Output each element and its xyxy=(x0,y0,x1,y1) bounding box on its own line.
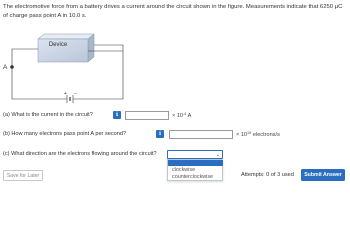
wire-right-link xyxy=(94,45,123,51)
option-counterclockwise[interactable]: counterclockwise xyxy=(172,174,214,180)
option-clockwise[interactable]: clockwise xyxy=(172,167,196,173)
electrons-unit-tail: electrons/s xyxy=(251,132,280,138)
electrons-unit xyxy=(236,131,280,138)
device-box-side xyxy=(88,34,94,62)
current-unit-tail: A xyxy=(186,113,192,119)
chevron-down-icon: ⌄ xyxy=(215,152,220,158)
submit-answer-button[interactable]: Submit Answer xyxy=(301,169,345,181)
current-answer-input[interactable] xyxy=(125,111,169,120)
question-a-label: (a) What is the current in the circuit? xyxy=(3,112,93,118)
current-unit xyxy=(172,112,191,119)
dropdown-placeholder-option[interactable] xyxy=(168,160,223,166)
current-unit-base: × 10 xyxy=(172,113,184,119)
battery-minus: − xyxy=(74,91,77,97)
device-label: Device xyxy=(48,42,68,48)
wire-left-top xyxy=(12,49,38,65)
circuit-figure xyxy=(0,31,135,111)
current-unit-exponent: -4 xyxy=(183,112,187,116)
electrons-answer-input[interactable] xyxy=(169,130,233,139)
battery-plus: + xyxy=(64,91,67,97)
direction-dropdown-list xyxy=(167,159,223,181)
point-a-dot xyxy=(10,65,14,69)
question-c-label: (c) What direction are the electrons flowing around the circuit? xyxy=(3,151,157,157)
wire-left-bottom xyxy=(12,65,67,99)
save-for-later-button[interactable]: Save for Later xyxy=(3,170,43,181)
info-icon-a[interactable]: i xyxy=(113,111,121,119)
direction-select[interactable] xyxy=(167,150,223,159)
electrons-unit-base: × 10 xyxy=(236,132,248,138)
question-b-label: (b) How many electrons pass point A per second? xyxy=(3,131,127,137)
point-a-label: A xyxy=(3,64,8,71)
device-box-top xyxy=(38,34,94,39)
question-intro: The electromotive force from a battery drives a current around the circuit shown in the figure. Measurements indicate that 6250 μC of charge pass point A in 10.0 s. xyxy=(3,4,343,19)
attempts-counter: Attempts: 0 of 3 used xyxy=(241,172,294,178)
info-icon-b[interactable]: i xyxy=(156,130,164,138)
electrons-unit-exponent: 15 xyxy=(247,131,252,135)
